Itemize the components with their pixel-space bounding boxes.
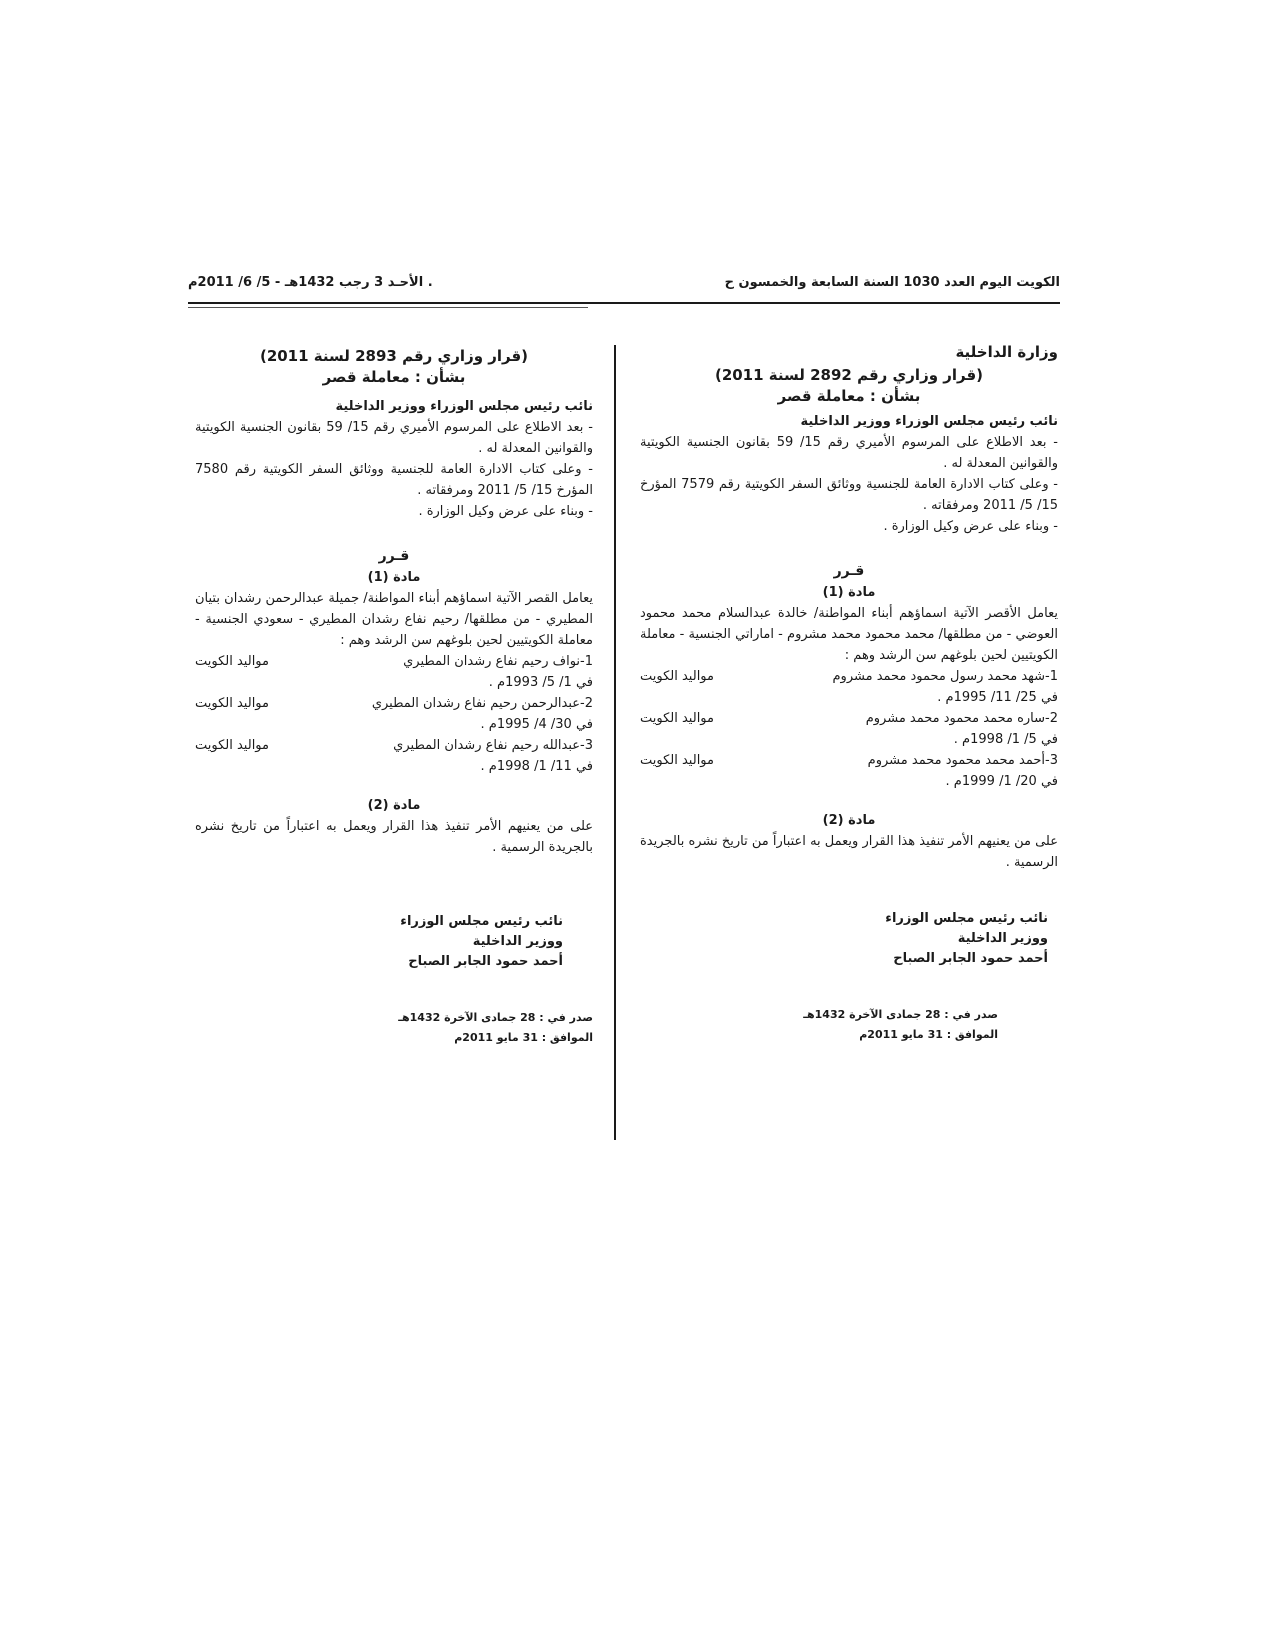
issued-gregorian: الموافق : 31 مايو 2011م: [454, 1031, 593, 1044]
signature-line: نائب رئيس مجلس الوزراء: [885, 911, 1048, 926]
issuing-authority: نائب رئيس مجلس الوزراء ووزير الداخلية: [800, 414, 1058, 429]
child-name: 1-نواف رحيم نفاع رشدان المطيري: [403, 654, 593, 669]
signature-line: ووزير الداخلية: [957, 931, 1048, 946]
birth-place: مواليد الكويت: [640, 711, 714, 726]
issuing-authority: نائب رئيس مجلس الوزراء ووزير الداخلية: [335, 399, 593, 414]
decree-title: (قرار وزاري رقم 2892 لسنة 2011): [714, 366, 984, 384]
issue-date-block: [640, 1005, 998, 1045]
birth-place: مواليد الكويت: [195, 738, 269, 753]
birth-place: مواليد الكويت: [640, 753, 714, 768]
article-1-text: يعامل الأقصر الآتية اسماؤهم أبناء المواطنة/ خالدة عبدالسلام محمد محمود العوضي - من مطلقها/ محمد محمود محمد مشروم - اماراتي الجنسية - معاملة الكويتيين لحين بلوغهم سن الرشد وهم :: [640, 606, 1058, 663]
preamble-item: - وبناء على عرض وكيل الوزارة .: [883, 519, 1058, 534]
child-name: 2-عبدالرحمن رحيم نفاع رشدان المطيري: [371, 696, 593, 711]
article-2-title: مادة (2): [367, 798, 421, 813]
article-2-title: مادة (2): [822, 813, 876, 828]
ministry-name: وزارة الداخلية: [955, 343, 1058, 361]
running-header: [188, 275, 1060, 297]
signature-line: نائب رئيس مجلس الوزراء: [400, 914, 563, 929]
preamble-item: - وعلى كتاب الادارة العامة للجنسية ووثائق السفر الكويتية رقم 7580 المؤرخ 15/ 5/ 2011 ومرفقاته .: [195, 462, 593, 498]
decree-2892: [640, 342, 1058, 1045]
decree-title: (قرار وزاري رقم 2893 لسنة 2011): [259, 347, 529, 365]
birth-date: في 1/ 5/ 1993م .: [488, 675, 593, 690]
child-name: 3-عبدالله رحيم نفاع رشدان المطيري: [393, 738, 593, 753]
header-rule: [188, 302, 1060, 304]
child-name: 3-أحمد محمد محمود محمد مشروم: [867, 753, 1058, 768]
header-issue-info: الكويت اليوم العدد 1030 السنة السابعة والخمسون ح: [724, 275, 1060, 290]
article-2-text: على من يعنيهم الأمر تنفيذ هذا القرار ويعمل به اعتباراً من تاريخ نشره بالجريدة الرسمية .: [640, 834, 1058, 870]
column-divider: [614, 345, 616, 1140]
signature-line: أحمد حمود الجابر الصباح: [893, 951, 1048, 966]
child-name: 1-شهد محمد رسول محمود محمد مشروم: [832, 669, 1058, 684]
decree-2893: [195, 346, 593, 1048]
child-entry: [195, 651, 593, 672]
child-entry: [640, 750, 1058, 771]
preamble-item: - بعد الاطلاع على المرسوم الأميري رقم 15/ 59 بقانون الجنسية الكويتية والقوانين المعدلة له .: [640, 435, 1058, 471]
issue-date-block: [195, 1008, 593, 1048]
child-entry: [195, 735, 593, 756]
child-name: 2-ساره محمد محمود محمد مشروم: [865, 711, 1058, 726]
issued-gregorian: الموافق : 31 مايو 2011م: [859, 1028, 998, 1041]
article-1-title: مادة (1): [367, 570, 421, 585]
header-rule-thin: [188, 307, 588, 308]
birth-date: في 30/ 4/ 1995م .: [480, 717, 593, 732]
birth-place: مواليد الكويت: [640, 669, 714, 684]
preamble-item: - وعلى كتاب الادارة العامة للجنسية ووثائق السفر الكويتية رقم 7579 المؤرخ 15/ 5/ 2011 ومرفقاته .: [640, 477, 1059, 513]
birth-date: في 25/ 11/ 1995م .: [937, 690, 1058, 705]
birth-place: مواليد الكويت: [195, 654, 269, 669]
child-entry: [640, 708, 1058, 729]
signature-block: [343, 912, 563, 972]
preamble-item: - بعد الاطلاع على المرسوم الأميري رقم 15/ 59 بقانون الجنسية الكويتية والقوانين المعدلة له .: [195, 420, 593, 456]
child-entry: [640, 666, 1058, 687]
decree-subject: بشأن : معاملة قصر: [322, 368, 466, 386]
preamble-item: - وبناء على عرض وكيل الوزارة .: [418, 504, 593, 519]
issued-hijri: صدر في : 28 جمادى الآخرة 1432هـ: [398, 1011, 593, 1024]
article-1-text: يعامل القصر الآتية اسماؤهم أبناء المواطنة/ جميلة عبدالرحمن رشدان بتيان المطيري - من مطلقها/ رحيم نفاع رشدان المطيري - سعودي الجنسية - معاملة الكويتيين لحين بلوغهم سن الرشد وهم :: [195, 591, 593, 648]
birth-date: في 20/ 1/ 1999م .: [945, 774, 1058, 789]
decree-heading: قـرر: [833, 563, 865, 579]
header-date: . الأحـد 3 رجب 1432هـ - 5/ 6/ 2011م: [188, 275, 433, 290]
birth-place: مواليد الكويت: [195, 696, 269, 711]
article-2-text: على من يعنيهم الأمر تنفيذ هذا القرار ويعمل به اعتباراً من تاريخ نشره بالجريدة الرسمية .: [195, 819, 593, 855]
birth-date: في 5/ 1/ 1998م .: [953, 732, 1058, 747]
signature-line: ووزير الداخلية: [472, 934, 563, 949]
signature-block: [828, 909, 1048, 969]
birth-date: في 11/ 1/ 1998م .: [480, 759, 593, 774]
decree-subject: بشأن : معاملة قصر: [777, 387, 921, 405]
child-entry: [195, 693, 593, 714]
decree-heading: قـرر: [378, 548, 410, 564]
signature-line: أحمد حمود الجابر الصباح: [408, 954, 563, 969]
issued-hijri: صدر في : 28 جمادى الآخرة 1432هـ: [803, 1008, 998, 1021]
article-1-title: مادة (1): [822, 585, 876, 600]
